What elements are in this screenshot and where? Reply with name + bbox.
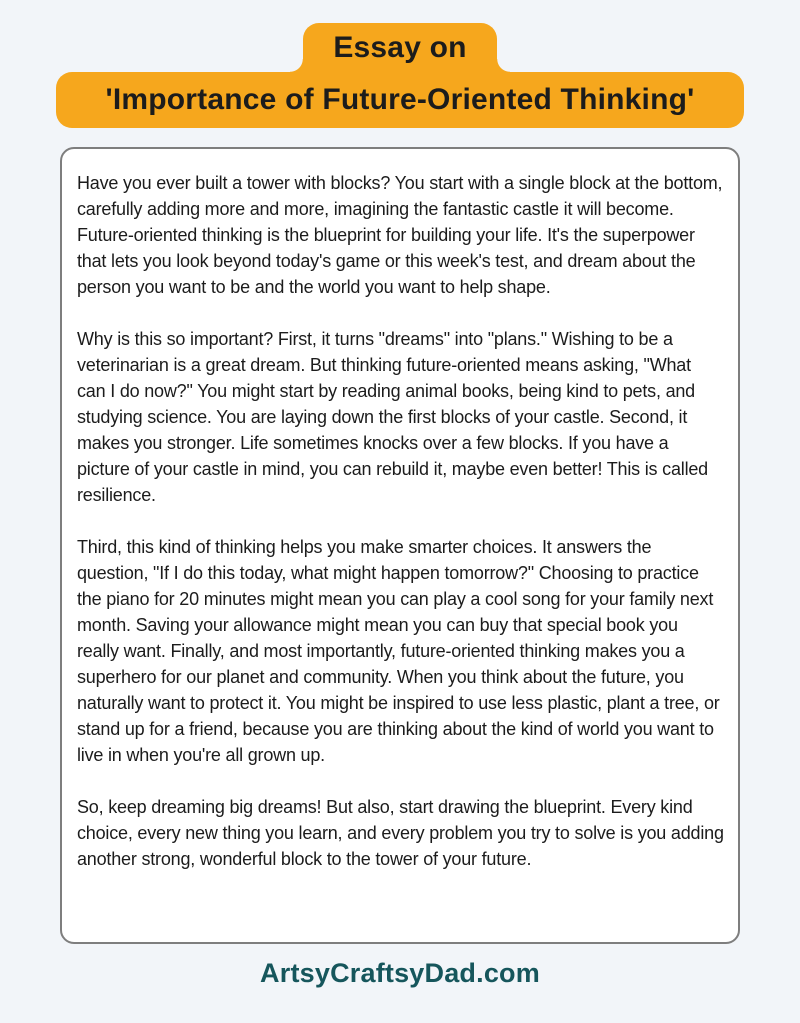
- essay-paragraph-3: Third, this kind of thinking helps you make smarter choices. It answers the question, "If I do this today, what might happen tomorrow?" Choosing to practice the piano for 20 minutes might mean you can play a cool song for your family next month. Saving your allowance might mean you can buy that special book you really want. Finally, and most importantly, future-oriented thinking makes you a superhero for our planet and community. When you think about the future, you naturally want to protect it. You might be inspired to use less plastic, plant a tree, or stand up for a friend, because you are thinking about the kind of world you want to live in when you're all grown up.: [77, 537, 720, 765]
- essay-paragraph-2: Why is this so important? First, it turns "dreams" into "plans." Wishing to be a veterinarian is a great dream. But thinking future-oriented means asking, "What can I do now?" You might start by reading animal books, being kind to pets, and studying science. You are laying down the first blocks of your castle. Second, it makes you stronger. Life sometimes knocks over a few blocks. If you have a picture of your castle in mind, you can rebuild it, maybe even better! This is called resilience.: [77, 329, 708, 505]
- essay-title-line2: 'Importance of Future-Oriented Thinking': [105, 83, 695, 116]
- site-name: ArtsyCraftsyDad.com: [260, 958, 540, 988]
- banner-fillet-right: [497, 59, 510, 72]
- essay-paragraph-1: Have you ever built a tower with blocks? You start with a single block at the bottom, carefully adding more and more, imagining the fantastic castle it will become. Future-oriented thinking is the blueprint for building your life. It's the superpower that lets you look beyond today's game or this week's test, and dream about the person you want to be and the world you want to help shape.: [77, 173, 723, 297]
- banner-fillet-left: [290, 59, 303, 72]
- essay-paragraph-4: So, keep dreaming big dreams! But also, start drawing the blueprint. Every kind choice, every new thing you learn, and every problem you try to solve is you adding another strong, wonderful block to the tower of your future.: [77, 797, 724, 869]
- title-banner-tab: [303, 23, 496, 72]
- title-banner-main: [56, 72, 744, 128]
- essay-title-line1: Essay on: [333, 30, 467, 64]
- title-banner: [56, 23, 744, 128]
- page-footer: [0, 958, 800, 989]
- essay-content-box: [60, 147, 740, 944]
